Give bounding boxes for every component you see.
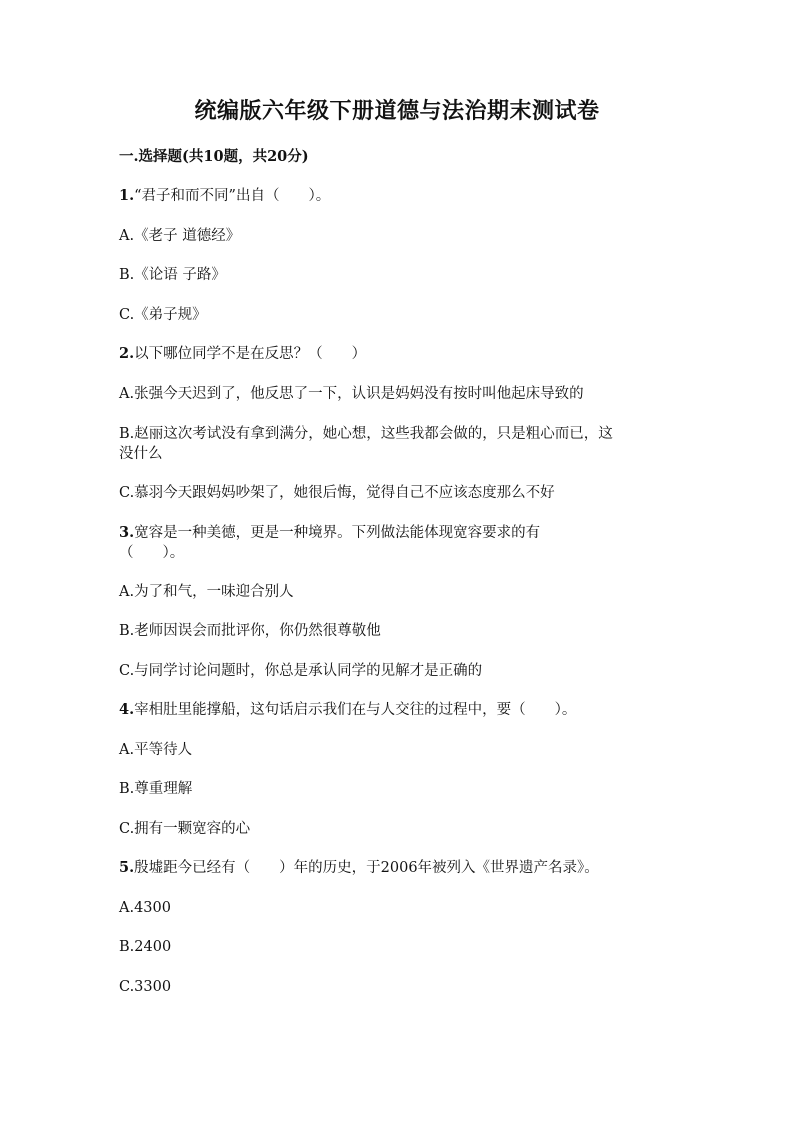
question-2-option-a: A.张强今天迟到了，他反思了一下，认识是妈妈没有按时叫他起床导致的 bbox=[119, 386, 584, 402]
question-1-option-b: B.《论语 子路》 bbox=[119, 267, 226, 283]
question-2-option-b: B.赵丽这次考试没有拿到满分，她心想，这些我都会做的，只是粗心而已，这 bbox=[119, 426, 613, 442]
question-3-stem-continued: （ ）。 bbox=[119, 545, 185, 561]
question-5-option-c: C.3300 bbox=[119, 979, 172, 995]
question-3-option-a: A.为了和气，一味迎合别人 bbox=[119, 584, 294, 600]
question-1-stem bbox=[119, 186, 679, 206]
question-4-stem bbox=[119, 700, 679, 720]
question-text: 宽容是一种美德，更是一种境界。下列做法能体现宽容要求的有 bbox=[134, 525, 541, 541]
question-5-stem bbox=[119, 858, 679, 878]
question-3-stem bbox=[119, 523, 679, 543]
question-2-option-c: C.慕羽今天跟妈妈吵架了，她很后悔，觉得自己不应该态度那么不好 bbox=[119, 485, 555, 501]
question-5-option-a: A.4300 bbox=[119, 900, 171, 916]
question-3-option-b: B.老师因误会而批评你，你仍然很尊敬他 bbox=[119, 623, 381, 639]
question-number: 3. bbox=[119, 524, 135, 541]
question-text: 宰相肚里能撑船，这句话启示我们在与人交往的过程中，要（ ）。 bbox=[134, 702, 577, 718]
question-number: 1. bbox=[119, 187, 135, 204]
question-5-option-b: B.2400 bbox=[119, 939, 172, 955]
question-4-option-b: B.尊重理解 bbox=[119, 781, 193, 797]
question-4-option-c: C.拥有一颗宽容的心 bbox=[119, 821, 251, 837]
question-number: 2. bbox=[119, 345, 135, 362]
question-text: “君子和而不同”出自（ ）。 bbox=[134, 188, 331, 204]
question-number: 4. bbox=[119, 701, 135, 718]
page-title: 统编版六年级下册道德与法治期末测试卷 bbox=[194, 98, 600, 124]
question-number: 5. bbox=[119, 859, 135, 876]
question-4-option-a: A.平等待人 bbox=[119, 742, 193, 758]
question-1-option-c: C.《弟子规》 bbox=[119, 307, 207, 323]
question-text: 以下哪位同学不是在反思？（ ） bbox=[134, 346, 367, 362]
question-2-option-b-continued: 没什么 bbox=[119, 446, 163, 462]
section-heading: 一.选择题(共10题，共20分) bbox=[119, 148, 309, 165]
question-2-stem bbox=[119, 344, 679, 364]
question-text: 殷墟距今已经有（ ）年的历史，于2006年被列入《世界遗产名录》。 bbox=[134, 860, 599, 876]
question-1-option-a: A.《老子 道德经》 bbox=[119, 228, 241, 244]
question-3-option-c: C.与同学讨论问题时，你总是承认同学的见解才是正确的 bbox=[119, 663, 483, 679]
